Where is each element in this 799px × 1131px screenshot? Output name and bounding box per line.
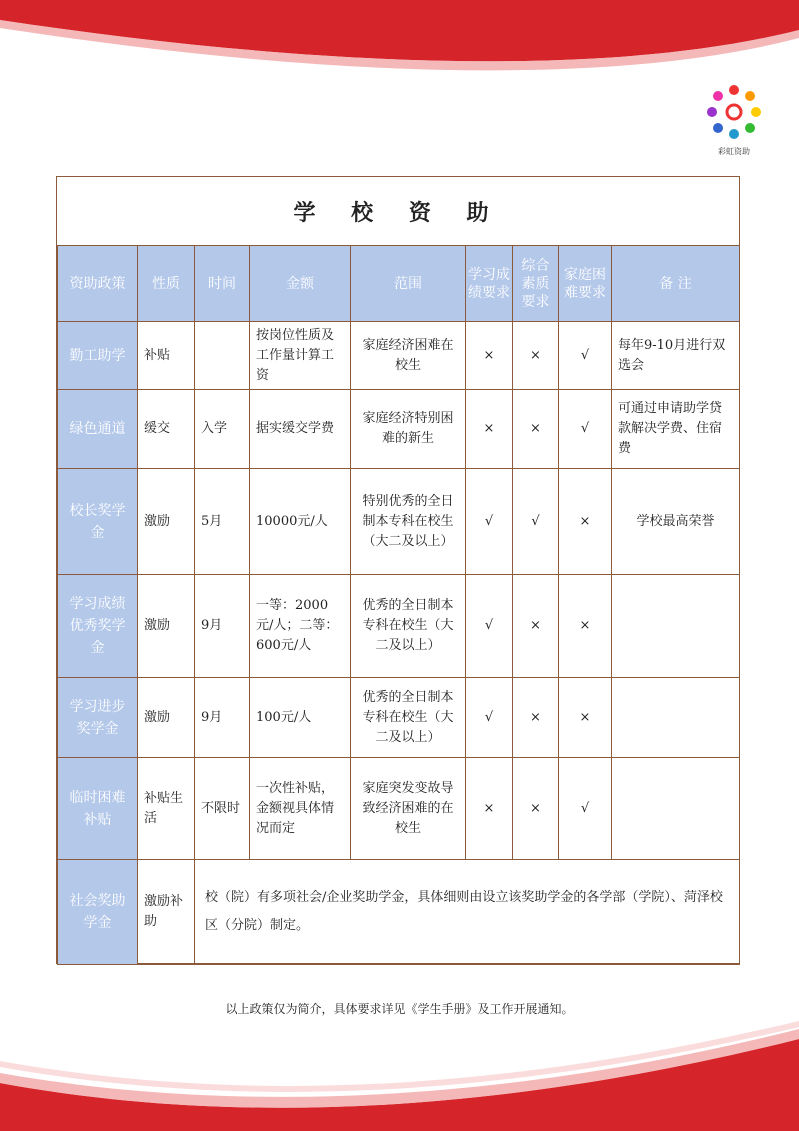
time-cell: 入学 (195, 390, 250, 469)
scope-cell: 特别优秀的全日制本专科在校生（大二及以上） (351, 469, 466, 575)
policy-cell: 学习进步奖学金 (58, 678, 138, 758)
column-header: 范围 (351, 246, 466, 322)
aid-policy-frame (56, 176, 740, 964)
amount-cell: 一次性补贴，金额视具体情况而定 (250, 758, 351, 860)
hardship-requirement-cell: √ (559, 322, 612, 390)
policy-cell: 社会奖助学金 (58, 860, 138, 965)
grade-requirement-cell: √ (466, 678, 513, 758)
amount-cell: 一等：2000元/人；二等：600元/人 (250, 575, 351, 678)
hardship-requirement-cell: √ (559, 758, 612, 860)
nature-cell: 补贴生活 (138, 758, 195, 860)
hardship-requirement-cell: × (559, 469, 612, 575)
remark-cell (612, 575, 740, 678)
grade-requirement-cell: × (466, 758, 513, 860)
table-header-row (58, 246, 740, 322)
column-header: 学习成绩要求 (466, 246, 513, 322)
grade-requirement-cell: × (466, 322, 513, 390)
scope-cell: 家庭突发变故导致经济困难的在校生 (351, 758, 466, 860)
remark-cell (612, 678, 740, 758)
amount-cell: 据实缓交学费 (250, 390, 351, 469)
quality-requirement-cell: × (513, 390, 559, 469)
quality-requirement-cell: × (513, 322, 559, 390)
quality-requirement-cell: × (513, 575, 559, 678)
remark-cell (612, 758, 740, 860)
scope-cell: 家庭经济特别困难的新生 (351, 390, 466, 469)
nature-cell: 缓交 (138, 390, 195, 469)
table-row (58, 322, 740, 390)
column-header: 时间 (195, 246, 250, 322)
column-header: 金额 (250, 246, 351, 322)
remark-cell: 每年9-10月进行双选会 (612, 322, 740, 390)
footer-note: 以上政策仅为简介，具体要求详见《学生手册》及工作开展通知。 (225, 1002, 574, 1016)
amount-cell: 100元/人 (250, 678, 351, 758)
time-cell: 9月 (195, 678, 250, 758)
column-header: 资助政策 (58, 246, 138, 322)
policy-cell: 校长奖学金 (58, 469, 138, 575)
amount-cell: 10000元/人 (250, 469, 351, 575)
nature-cell: 激励补助 (138, 860, 195, 965)
quality-requirement-cell: × (513, 678, 559, 758)
table-row (58, 678, 740, 758)
nature-cell: 补贴 (138, 322, 195, 390)
scope-cell: 优秀的全日制本专科在校生（大二及以上） (351, 678, 466, 758)
policy-cell: 勤工助学 (58, 322, 138, 390)
table-row (58, 575, 740, 678)
table-row (58, 469, 740, 575)
time-cell: 不限时 (195, 758, 250, 860)
amount-cell: 按岗位性质及工作量计算工资 (250, 322, 351, 390)
quality-requirement-cell: × (513, 758, 559, 860)
grade-requirement-cell: √ (466, 469, 513, 575)
time-cell: 9月 (195, 575, 250, 678)
bottom-red-wave-decoration (0, 1021, 799, 1131)
table-row (58, 758, 740, 860)
nature-cell: 激励 (138, 469, 195, 575)
logo-text: 彩虹资助 (718, 147, 750, 156)
nature-cell: 激励 (138, 678, 195, 758)
scope-cell: 家庭经济困难在校生 (351, 322, 466, 390)
column-header: 性质 (138, 246, 195, 322)
aid-policy-table (57, 245, 740, 965)
scope-cell: 优秀的全日制本专科在校生（大二及以上） (351, 575, 466, 678)
hardship-requirement-cell: × (559, 678, 612, 758)
policy-cell: 绿色通道 (58, 390, 138, 469)
policy-cell: 临时困难补贴 (58, 758, 138, 860)
remark-cell: 学校最高荣誉 (612, 469, 740, 575)
top-red-wave-decoration (0, 0, 799, 90)
time-cell (195, 322, 250, 390)
table-row (58, 390, 740, 469)
column-header: 备 注 (612, 246, 740, 322)
hardship-requirement-cell: √ (559, 390, 612, 469)
social-scholarship-description: 校（院）有多项社会/企业奖助学金，具体细则由设立该奖助学金的各学部（学院）、菏泽校区（分院）制定。 (195, 860, 740, 965)
grade-requirement-cell: × (466, 390, 513, 469)
rainbow-aid-logo-icon (700, 82, 768, 154)
page-title: 学 校 资 助 (293, 199, 503, 226)
table-row (58, 860, 740, 965)
nature-cell: 激励 (138, 575, 195, 678)
time-cell: 5月 (195, 469, 250, 575)
policy-cell: 学习成绩优秀奖学金 (58, 575, 138, 678)
hardship-requirement-cell: × (559, 575, 612, 678)
column-header: 家庭困难要求 (559, 246, 612, 322)
grade-requirement-cell: √ (466, 575, 513, 678)
quality-requirement-cell: √ (513, 469, 559, 575)
column-header: 综合素质要求 (513, 246, 559, 322)
remark-cell: 可通过申请助学贷款解决学费、住宿费 (612, 390, 740, 469)
